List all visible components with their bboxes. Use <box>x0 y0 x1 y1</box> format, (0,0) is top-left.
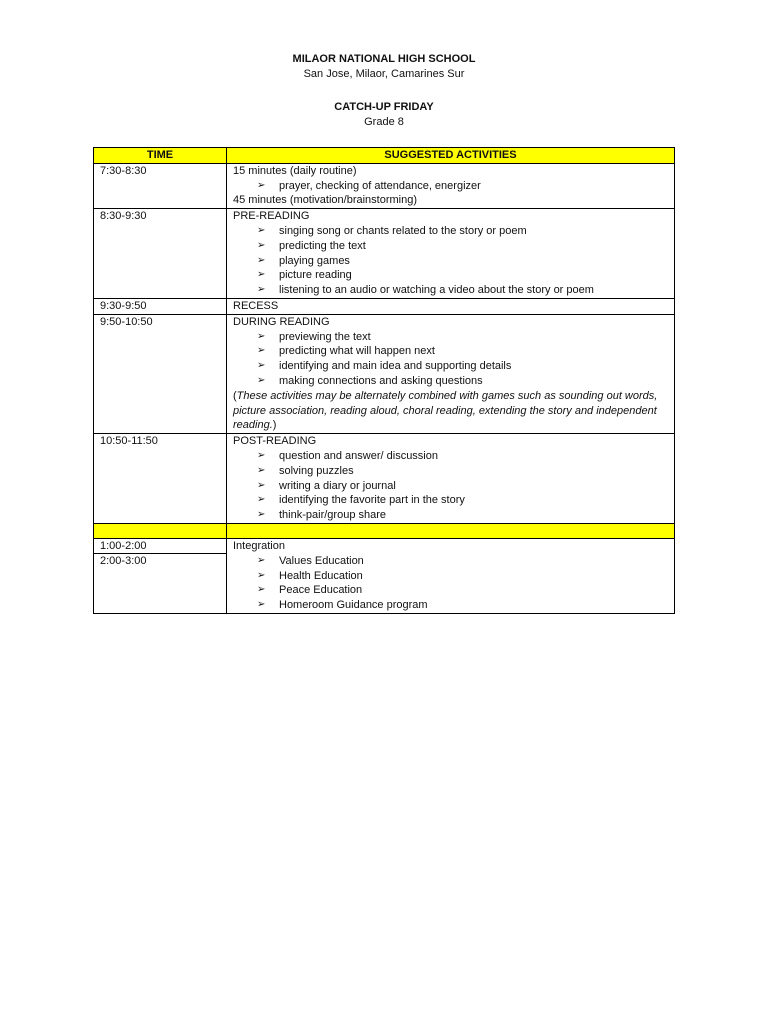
table-row <box>94 538 675 613</box>
arrowhead-bullet-icon: ➢ <box>257 254 266 266</box>
table-row <box>94 298 675 314</box>
arrowhead-bullet-icon: ➢ <box>257 360 266 372</box>
lunch-separator-row <box>94 523 675 538</box>
arrowhead-bullet-icon: ➢ <box>257 239 266 251</box>
activities-cell <box>227 163 675 208</box>
activities-cell <box>227 314 675 433</box>
list-item: ➢ think-pair/group share <box>257 509 387 522</box>
list-item: ➢ predicting what will happen next <box>257 345 435 358</box>
activities-cell <box>227 209 675 299</box>
activity-list <box>233 224 668 298</box>
time-cell: 10:50-11:50 <box>94 434 227 524</box>
arrowhead-bullet-icon: ➢ <box>257 374 266 386</box>
time-cell <box>94 538 227 613</box>
arrowhead-bullet-icon: ➢ <box>257 554 266 566</box>
list-item: ➢ prayer, checking of attendance, energizer <box>257 179 481 192</box>
activity-line: 45 minutes (motivation/brainstorming) <box>233 194 418 207</box>
list-item: ➢ Values Education <box>257 554 364 567</box>
schedule-table <box>93 147 675 614</box>
activity-line: 15 minutes (daily routine) <box>233 164 357 177</box>
table-row <box>94 209 675 299</box>
arrowhead-bullet-icon: ➢ <box>257 584 266 596</box>
list-item: ➢ identifying and main idea and supporting details <box>257 360 512 373</box>
arrowhead-bullet-icon: ➢ <box>257 464 266 476</box>
list-item: ➢ picture reading <box>257 269 352 282</box>
arrowhead-bullet-icon: ➢ <box>257 509 266 521</box>
arrowhead-bullet-icon: ➢ <box>257 330 266 342</box>
arrowhead-bullet-icon: ➢ <box>257 345 266 357</box>
list-item: ➢ previewing the text <box>257 330 371 343</box>
activity-list <box>233 179 668 194</box>
time-slot: 1:00-2:00 <box>94 539 226 554</box>
time-cell: 9:50-10:50 <box>94 314 227 433</box>
arrowhead-bullet-icon: ➢ <box>257 449 266 461</box>
list-item: ➢ solving puzzles <box>257 464 354 477</box>
section-heading: DURING READING <box>233 315 330 328</box>
list-item: ➢ making connections and asking questions <box>257 374 483 387</box>
list-item: ➢ listening to an audio or watching a video about the story or poem <box>257 284 594 297</box>
arrowhead-bullet-icon: ➢ <box>257 494 266 506</box>
grade-level: Grade 8 <box>364 116 404 128</box>
list-item: ➢ identifying the favorite part in the story <box>257 494 465 507</box>
time-column-header: TIME <box>94 148 227 164</box>
activities-cell <box>227 434 675 524</box>
activity-note: (These activities may be alternately combined with games such as sounding out words, picture association, reading aloud, choral reading, extending the story and independent reading.) <box>233 389 658 432</box>
table-header-row <box>94 148 675 164</box>
school-address: San Jose, Milaor, Camarines Sur <box>303 68 465 80</box>
list-item: ➢ predicting the text <box>257 239 366 252</box>
arrowhead-bullet-icon: ➢ <box>257 569 266 581</box>
document-title: CATCH-UP FRIDAY <box>334 101 434 113</box>
activities-column-header: SUGGESTED ACTIVITIES <box>227 148 675 164</box>
list-item: ➢ singing song or chants related to the story or poem <box>257 224 527 237</box>
list-item: ➢ question and answer/ discussion <box>257 449 438 462</box>
arrowhead-bullet-icon: ➢ <box>257 224 266 236</box>
activity-list <box>233 330 668 389</box>
time-slot: 2:00-3:00 <box>100 554 147 567</box>
section-heading: POST-READING <box>233 435 317 448</box>
time-cell: 9:30-9:50 <box>94 298 227 314</box>
section-heading: PRE-READING <box>233 210 310 223</box>
table-row <box>94 163 675 208</box>
arrowhead-bullet-icon: ➢ <box>257 284 266 296</box>
activities-cell <box>227 538 675 613</box>
list-item: ➢ playing games <box>257 254 350 267</box>
time-cell: 7:30-8:30 <box>94 163 227 208</box>
activity-list <box>233 449 668 523</box>
activity-list <box>233 554 668 613</box>
list-item: ➢ writing a diary or journal <box>257 479 396 492</box>
list-item: ➢ Homeroom Guidance program <box>257 599 428 612</box>
list-item: ➢ Peace Education <box>257 584 363 597</box>
arrowhead-bullet-icon: ➢ <box>257 269 266 281</box>
arrowhead-bullet-icon: ➢ <box>257 479 266 491</box>
separator-cell <box>227 523 675 538</box>
section-heading: Integration <box>233 539 285 552</box>
table-row <box>94 434 675 524</box>
separator-cell <box>94 523 227 538</box>
arrowhead-bullet-icon: ➢ <box>257 599 266 611</box>
school-name: MILAOR NATIONAL HIGH SCHOOL <box>292 53 476 65</box>
list-item: ➢ Health Education <box>257 569 363 582</box>
arrowhead-bullet-icon: ➢ <box>257 179 266 191</box>
time-cell: 8:30-9:30 <box>94 209 227 299</box>
table-row <box>94 314 675 433</box>
activities-cell: RECESS <box>227 298 675 314</box>
